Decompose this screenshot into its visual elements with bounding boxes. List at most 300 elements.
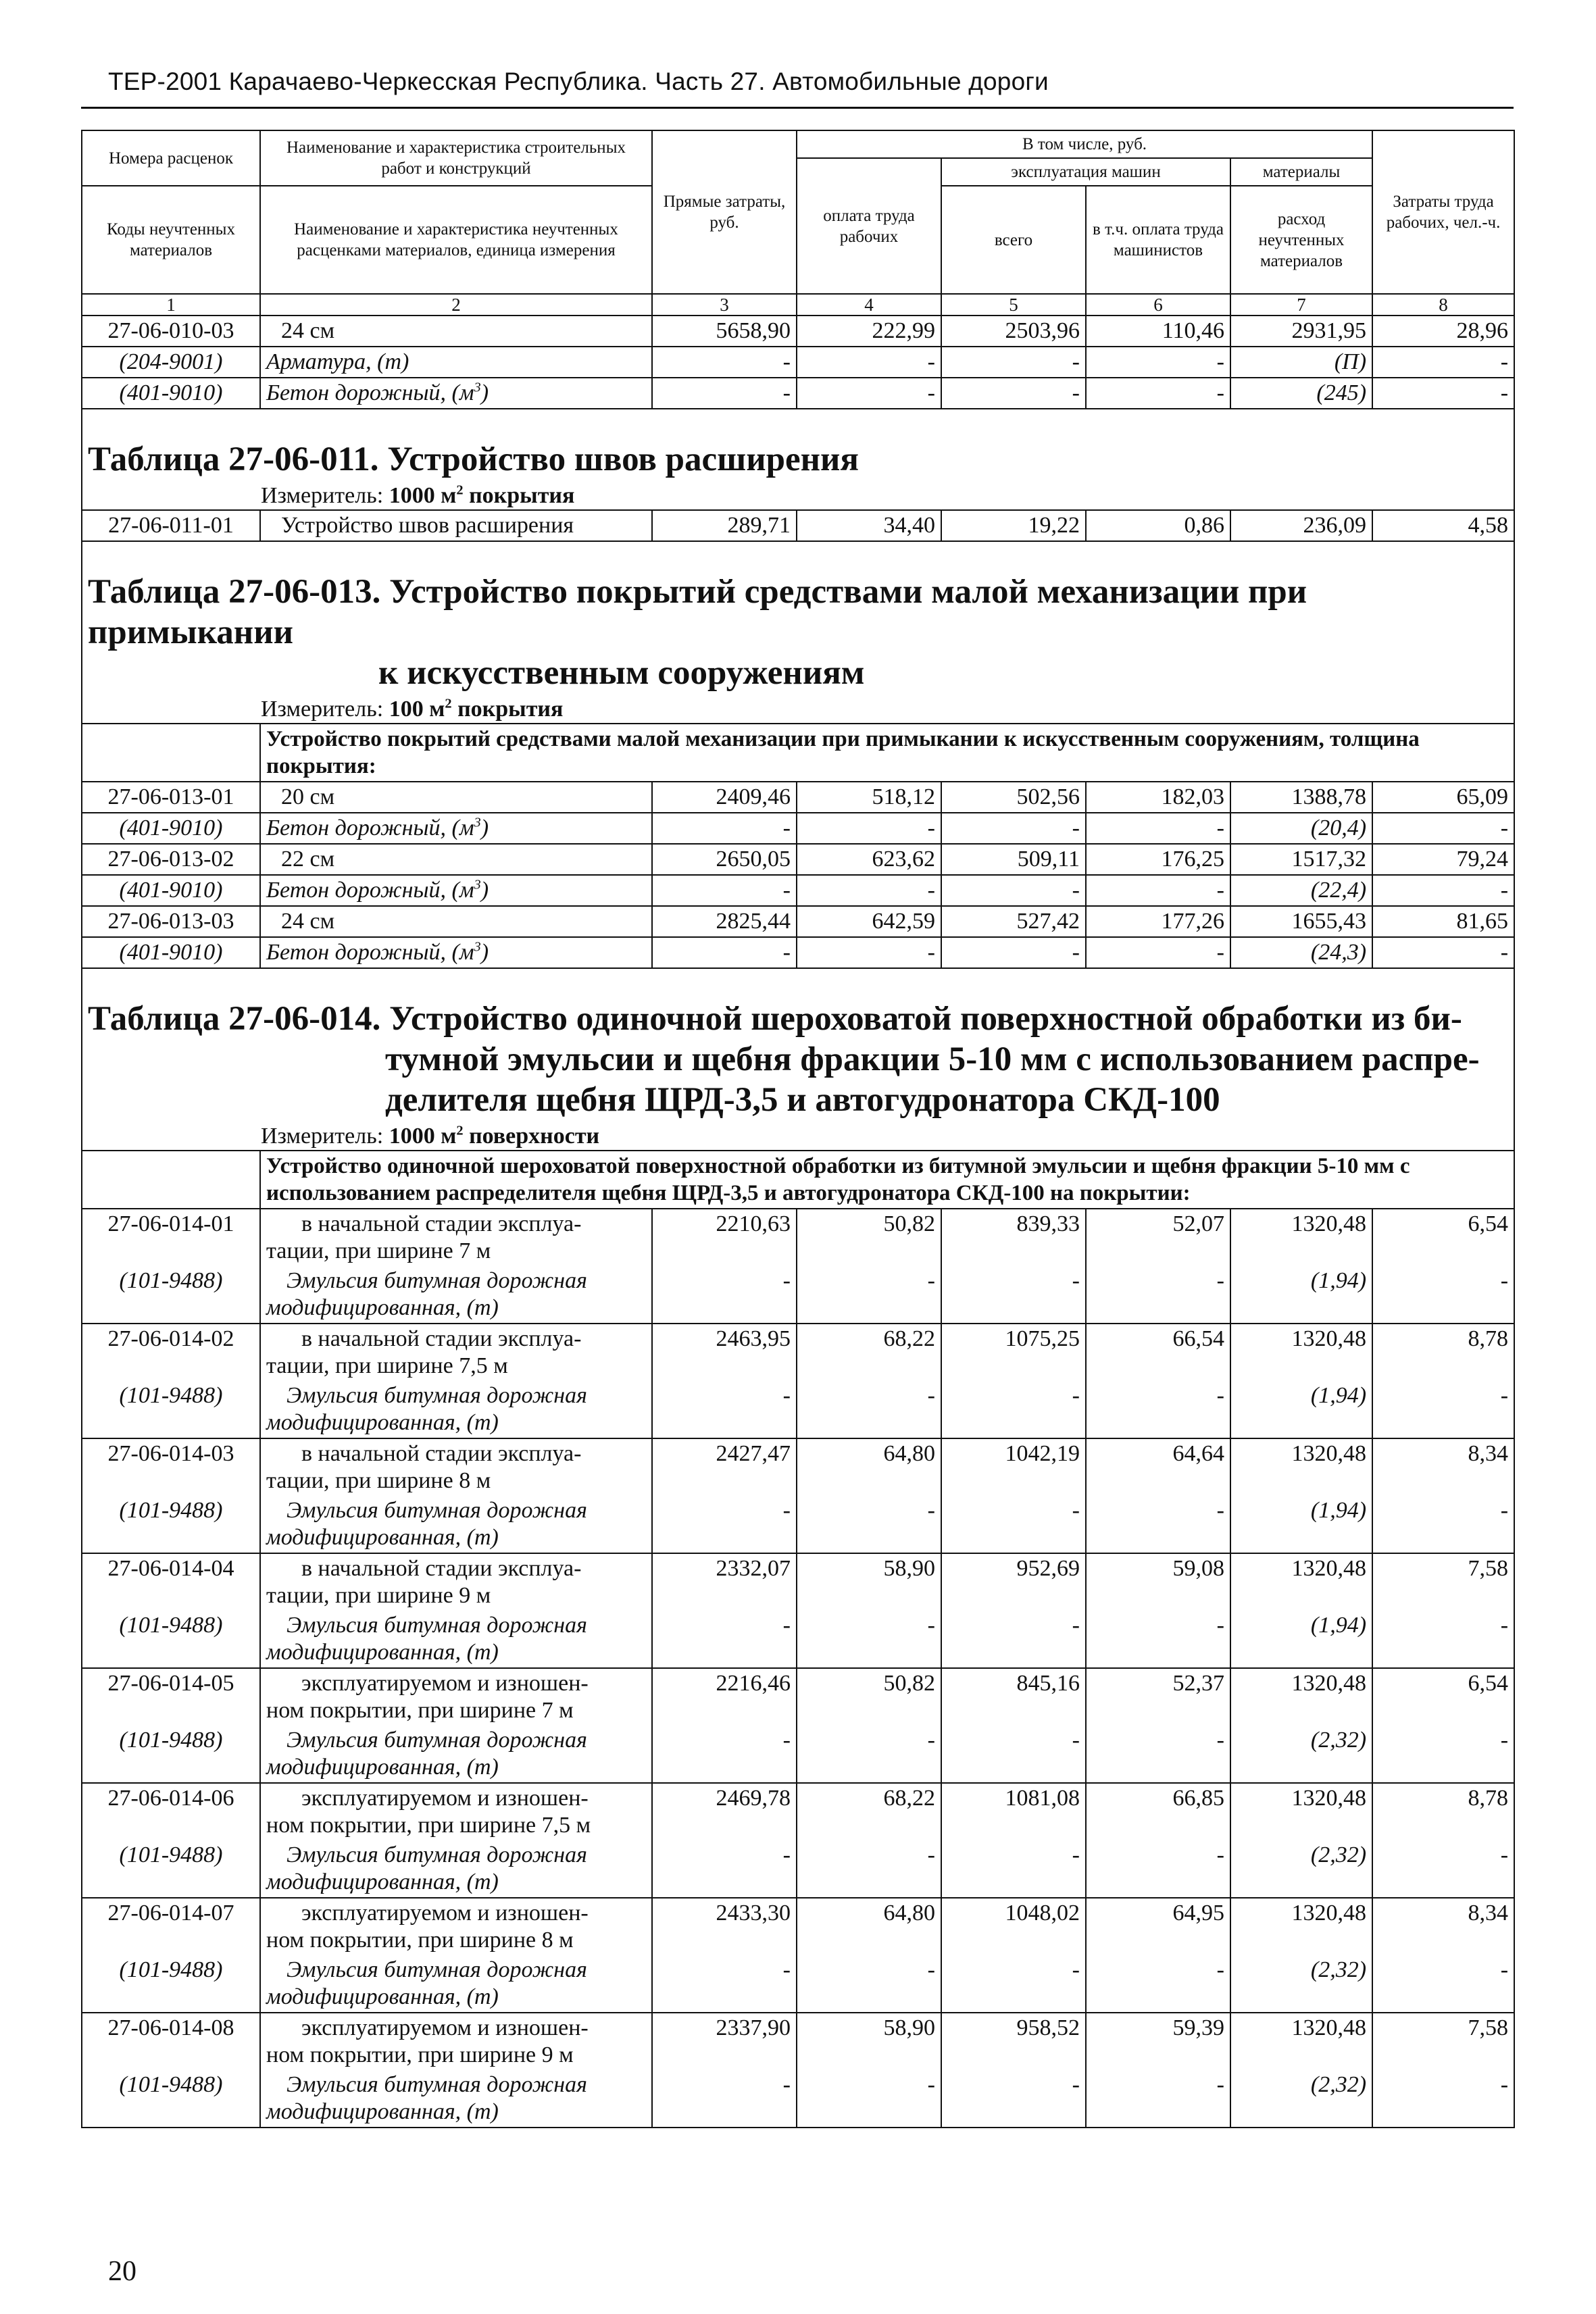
col-header-name: Наименование и характеристика строительных работ и конструкций bbox=[260, 130, 652, 186]
measure-label: Измеритель: bbox=[261, 697, 389, 722]
value-cell: 28,96 bbox=[1372, 316, 1514, 347]
value-cell: - bbox=[1372, 347, 1514, 378]
value-cell: - bbox=[1086, 1266, 1230, 1324]
material-name bbox=[260, 1955, 652, 2013]
work-name bbox=[260, 844, 652, 875]
value-cell: 8,34 bbox=[1372, 1898, 1514, 1955]
col-header-direct: Прямые затраты, руб. bbox=[652, 130, 797, 294]
column-number-row bbox=[82, 294, 1514, 316]
value-cell: 50,82 bbox=[797, 1209, 941, 1266]
material-name-line: Эмульсия битумная дорожная bbox=[286, 1268, 587, 1293]
name-text: 20 см bbox=[281, 784, 335, 809]
col-header-numbers: Номера расценок bbox=[82, 130, 260, 186]
measure-row bbox=[82, 482, 1514, 510]
material-code: (101-9488) bbox=[82, 1266, 260, 1324]
value-cell: 502,56 bbox=[941, 782, 1086, 813]
col-header-name-materials: Наименование и характеристика неучтенных расценками материалов, единица измерения bbox=[260, 186, 652, 294]
value-cell: - bbox=[797, 1840, 941, 1898]
value-cell: - bbox=[797, 347, 941, 378]
table-row bbox=[82, 844, 1514, 875]
value-cell: - bbox=[941, 1840, 1086, 1898]
rates-sheet bbox=[81, 130, 1514, 2128]
value-cell: 509,11 bbox=[941, 844, 1086, 875]
value-cell: 1320,48 bbox=[1230, 1783, 1372, 1840]
measure-label: Измеритель: bbox=[261, 1124, 389, 1149]
value-cell: 2825,44 bbox=[652, 906, 797, 937]
value-cell: - bbox=[652, 937, 797, 968]
group-row bbox=[82, 724, 1514, 782]
measure-object: покрытия bbox=[451, 697, 564, 722]
value-cell: 1320,48 bbox=[1230, 1553, 1372, 1611]
value-cell: - bbox=[797, 1496, 941, 1553]
value-cell: - bbox=[652, 1840, 797, 1898]
value-cell: 1075,25 bbox=[941, 1324, 1086, 1381]
col-header-codes: Коды неучтенных материалов bbox=[82, 186, 260, 294]
table-title-line: Таблица 27-06-011. Устройство швов расширения bbox=[88, 441, 859, 478]
value-cell: 2210,63 bbox=[652, 1209, 797, 1266]
value-cell: 623,62 bbox=[797, 844, 941, 875]
value-cell: 19,22 bbox=[941, 510, 1086, 541]
value-cell: 59,08 bbox=[1086, 1553, 1230, 1611]
table-row bbox=[82, 1438, 1514, 1496]
value-cell: 236,09 bbox=[1230, 510, 1372, 541]
measure-exponent: 2 bbox=[456, 482, 464, 498]
work-name bbox=[260, 1438, 652, 1496]
unit-close: ) bbox=[480, 815, 489, 840]
col-header-machines-labor: в т.ч. оплата труда машинистов bbox=[1086, 186, 1230, 294]
value-cell: (1,94) bbox=[1230, 1611, 1372, 1668]
table-row bbox=[82, 316, 1514, 347]
value-cell: 845,16 bbox=[941, 1668, 1086, 1726]
value-cell: (24,3) bbox=[1230, 937, 1372, 968]
col-num: 2 bbox=[260, 294, 652, 316]
value-cell: - bbox=[1372, 937, 1514, 968]
work-name-line: тации, при ширине 7 м bbox=[266, 1238, 491, 1263]
col-num: 5 bbox=[941, 294, 1086, 316]
measure-value: 1000 м bbox=[389, 1124, 457, 1149]
value-cell: 81,65 bbox=[1372, 906, 1514, 937]
material-name bbox=[260, 1496, 652, 1553]
value-cell: 52,07 bbox=[1086, 1209, 1230, 1266]
value-cell: 2427,47 bbox=[652, 1438, 797, 1496]
rate-code: 27-06-013-01 bbox=[82, 782, 260, 813]
work-name bbox=[260, 510, 652, 541]
value-cell: 2337,90 bbox=[652, 2013, 797, 2070]
table-row bbox=[82, 1209, 1514, 1266]
value-cell: - bbox=[941, 1496, 1086, 1553]
name-text: 22 см bbox=[281, 847, 335, 872]
work-name-line: тации, при ширине 7,5 м bbox=[266, 1353, 508, 1378]
value-cell: 958,52 bbox=[941, 2013, 1086, 2070]
col-num: 8 bbox=[1372, 294, 1514, 316]
table-row bbox=[82, 1955, 1514, 2013]
value-cell: - bbox=[1086, 1726, 1230, 1783]
table-row bbox=[82, 1726, 1514, 1783]
name-text: Арматура, (т) bbox=[266, 349, 409, 374]
value-cell: 5658,90 bbox=[652, 316, 797, 347]
rate-code: 27-06-014-07 bbox=[82, 1898, 260, 1955]
unit-exponent: 3 bbox=[474, 815, 481, 830]
value-cell: 289,71 bbox=[652, 510, 797, 541]
material-name bbox=[260, 1266, 652, 1324]
value-cell: - bbox=[652, 1955, 797, 2013]
work-name-line: эксплуатируемом и изношен- bbox=[301, 2015, 589, 2040]
value-cell: - bbox=[1086, 1611, 1230, 1668]
table-row bbox=[82, 378, 1514, 409]
name-text: 24 см bbox=[281, 318, 335, 343]
value-cell: - bbox=[1372, 1955, 1514, 2013]
measure-unit bbox=[82, 696, 1514, 724]
table-row bbox=[82, 2013, 1514, 2070]
value-cell: 8,78 bbox=[1372, 1783, 1514, 1840]
work-name bbox=[260, 1898, 652, 1955]
value-cell: 7,58 bbox=[1372, 2013, 1514, 2070]
col-num: 3 bbox=[652, 294, 797, 316]
value-cell: - bbox=[941, 813, 1086, 844]
material-code: (204-9001) bbox=[82, 347, 260, 378]
value-cell: 7,58 bbox=[1372, 1553, 1514, 1611]
value-cell: 1320,48 bbox=[1230, 2013, 1372, 2070]
value-cell: - bbox=[941, 1726, 1086, 1783]
value-cell: (245) bbox=[1230, 378, 1372, 409]
value-cell: - bbox=[941, 378, 1086, 409]
spacer-row bbox=[82, 968, 1514, 989]
group-empty-cell bbox=[82, 1151, 260, 1209]
material-code: (401-9010) bbox=[82, 378, 260, 409]
value-cell: 59,39 bbox=[1086, 2013, 1230, 2070]
rate-code: 27-06-014-03 bbox=[82, 1438, 260, 1496]
material-name-line: Эмульсия битумная дорожная bbox=[286, 1498, 587, 1523]
value-cell: 518,12 bbox=[797, 782, 941, 813]
value-cell: 64,80 bbox=[797, 1438, 941, 1496]
value-cell: - bbox=[941, 875, 1086, 906]
work-name bbox=[260, 906, 652, 937]
value-cell: - bbox=[941, 347, 1086, 378]
value-cell: 1320,48 bbox=[1230, 1668, 1372, 1726]
col-header-including: В том числе, руб. bbox=[797, 130, 1372, 158]
material-name-line: модифицированная, (т) bbox=[266, 2099, 499, 2124]
value-cell: - bbox=[1372, 378, 1514, 409]
rate-code: 27-06-014-04 bbox=[82, 1553, 260, 1611]
value-cell: - bbox=[1086, 378, 1230, 409]
value-cell: (2,32) bbox=[1230, 2070, 1372, 2128]
value-cell: - bbox=[941, 2070, 1086, 2128]
value-cell: 2463,95 bbox=[652, 1324, 797, 1381]
work-name-line: тации, при ширине 8 м bbox=[266, 1468, 491, 1493]
value-cell: - bbox=[797, 1266, 941, 1324]
value-cell: 52,37 bbox=[1086, 1668, 1230, 1726]
value-cell: 64,95 bbox=[1086, 1898, 1230, 1955]
value-cell: - bbox=[652, 875, 797, 906]
work-name-line: эксплуатируемом и изношен- bbox=[301, 1901, 589, 1926]
material-code: (401-9010) bbox=[82, 813, 260, 844]
material-name bbox=[260, 2070, 652, 2128]
value-cell: - bbox=[1086, 937, 1230, 968]
measure-exponent: 2 bbox=[456, 1123, 464, 1138]
table-row bbox=[82, 1266, 1514, 1324]
material-name-line: модифицированная, (т) bbox=[266, 1525, 499, 1550]
table-title bbox=[82, 430, 1514, 482]
value-cell: - bbox=[941, 1266, 1086, 1324]
material-name-line: Эмульсия битумная дорожная bbox=[286, 1383, 587, 1408]
material-name bbox=[260, 875, 652, 906]
material-code: (101-9488) bbox=[82, 1496, 260, 1553]
value-cell: (1,94) bbox=[1230, 1266, 1372, 1324]
table-row bbox=[82, 1381, 1514, 1438]
material-code: (401-9010) bbox=[82, 875, 260, 906]
table-title-line: делителя щебня ЩРД-3,5 и автогудронатора СКД-100 bbox=[385, 1081, 1220, 1119]
work-name-line: в начальной стадии эксплуа- bbox=[301, 1211, 582, 1236]
page-number: 20 bbox=[108, 2256, 136, 2287]
rate-code: 27-06-011-01 bbox=[82, 510, 260, 541]
rate-code: 27-06-014-02 bbox=[82, 1324, 260, 1381]
value-cell: 1081,08 bbox=[941, 1783, 1086, 1840]
table-row bbox=[82, 1898, 1514, 1955]
value-cell: 65,09 bbox=[1372, 782, 1514, 813]
value-cell: - bbox=[797, 1611, 941, 1668]
value-cell: - bbox=[1086, 1381, 1230, 1438]
value-cell: - bbox=[1086, 1496, 1230, 1553]
measure-unit bbox=[82, 1123, 1514, 1151]
value-cell: 110,46 bbox=[1086, 316, 1230, 347]
value-cell: - bbox=[1086, 347, 1230, 378]
value-cell: - bbox=[941, 937, 1086, 968]
material-code: (101-9488) bbox=[82, 1726, 260, 1783]
value-cell: 2931,95 bbox=[1230, 316, 1372, 347]
group-description: Устройство покрытий средствами малой механизации при примыкании к искусственным сооружениям, толщина покрытия: bbox=[260, 724, 1514, 782]
group-row bbox=[82, 1151, 1514, 1209]
material-name-line: Эмульсия битумная дорожная bbox=[286, 1613, 587, 1638]
value-cell: 177,26 bbox=[1086, 906, 1230, 937]
material-name-line: модифицированная, (т) bbox=[266, 1640, 499, 1665]
table-row bbox=[82, 1783, 1514, 1840]
name-text: Бетон дорожный, (м bbox=[266, 878, 474, 903]
value-cell: - bbox=[652, 1496, 797, 1553]
value-cell: 64,64 bbox=[1086, 1438, 1230, 1496]
material-code: (101-9488) bbox=[82, 1840, 260, 1898]
measure-row bbox=[82, 696, 1514, 724]
measure-exponent: 2 bbox=[445, 696, 452, 711]
value-cell: (2,32) bbox=[1230, 1726, 1372, 1783]
table-title-line: тумной эмульсии и щебня фракции 5-10 мм с использованием распре- bbox=[385, 1040, 1480, 1078]
rate-code: 27-06-014-06 bbox=[82, 1783, 260, 1840]
value-cell: 68,22 bbox=[797, 1324, 941, 1381]
table-row bbox=[82, 1324, 1514, 1381]
material-name-line: модифицированная, (т) bbox=[266, 1295, 499, 1320]
name-text: Устройство швов расширения bbox=[281, 513, 574, 538]
work-name-line: эксплуатируемом и изношен- bbox=[301, 1671, 589, 1696]
value-cell: - bbox=[1372, 1726, 1514, 1783]
value-cell: 839,33 bbox=[941, 1209, 1086, 1266]
spacer-row bbox=[82, 409, 1514, 430]
value-cell: 50,82 bbox=[797, 1668, 941, 1726]
material-name-line: модифицированная, (т) bbox=[266, 1410, 499, 1435]
group-empty-cell bbox=[82, 724, 260, 782]
rate-code: 27-06-014-01 bbox=[82, 1209, 260, 1266]
measure-value: 1000 м bbox=[389, 483, 457, 508]
table-title-line: Таблица 27-06-013. Устройство покрытий средствами малой механизации при примыкании bbox=[88, 573, 1307, 651]
rate-code: 27-06-010-03 bbox=[82, 316, 260, 347]
col-header-machines: эксплуатация машин bbox=[941, 158, 1230, 186]
material-code: (101-9488) bbox=[82, 1611, 260, 1668]
unit-close: ) bbox=[480, 940, 489, 965]
value-cell: - bbox=[797, 1381, 941, 1438]
col-header-machines-total: всего bbox=[941, 186, 1086, 294]
value-cell: 2332,07 bbox=[652, 1553, 797, 1611]
material-name-line: Эмульсия битумная дорожная bbox=[286, 1957, 587, 1982]
work-name bbox=[260, 2013, 652, 2070]
material-name bbox=[260, 937, 652, 968]
table-title bbox=[82, 562, 1514, 696]
material-code: (401-9010) bbox=[82, 937, 260, 968]
measure-unit bbox=[82, 482, 1514, 510]
table-title-row bbox=[82, 989, 1514, 1123]
value-cell: - bbox=[941, 1381, 1086, 1438]
measure-value: 100 м bbox=[389, 697, 445, 722]
value-cell: - bbox=[652, 1266, 797, 1324]
measure-row bbox=[82, 1123, 1514, 1151]
table-row bbox=[82, 347, 1514, 378]
value-cell: 0,86 bbox=[1086, 510, 1230, 541]
table-title bbox=[82, 989, 1514, 1123]
value-cell: 6,54 bbox=[1372, 1209, 1514, 1266]
work-name-line: ном покрытии, при ширине 7 м bbox=[266, 1698, 574, 1723]
table-title-row bbox=[82, 430, 1514, 482]
value-cell: 68,22 bbox=[797, 1783, 941, 1840]
material-name-line: модифицированная, (т) bbox=[266, 1755, 499, 1780]
value-cell: 1320,48 bbox=[1230, 1438, 1372, 1496]
table-row bbox=[82, 813, 1514, 844]
work-name bbox=[260, 1553, 652, 1611]
value-cell: 6,54 bbox=[1372, 1668, 1514, 1726]
value-cell: 527,42 bbox=[941, 906, 1086, 937]
value-cell: (2,32) bbox=[1230, 1840, 1372, 1898]
value-cell: (П) bbox=[1230, 347, 1372, 378]
table-row bbox=[82, 2070, 1514, 2128]
value-cell: 58,90 bbox=[797, 1553, 941, 1611]
value-cell: - bbox=[1086, 813, 1230, 844]
material-name bbox=[260, 813, 652, 844]
value-cell: - bbox=[1372, 1381, 1514, 1438]
table-row bbox=[82, 875, 1514, 906]
work-name bbox=[260, 782, 652, 813]
name-text: Бетон дорожный, (м bbox=[266, 380, 474, 405]
work-name-line: эксплуатируемом и изношен- bbox=[301, 1786, 589, 1811]
spacer-row bbox=[82, 541, 1514, 562]
value-cell: 2503,96 bbox=[941, 316, 1086, 347]
unit-close: ) bbox=[480, 380, 489, 405]
value-cell: 58,90 bbox=[797, 2013, 941, 2070]
material-name bbox=[260, 1840, 652, 1898]
rates-table bbox=[81, 130, 1515, 2128]
table-row bbox=[82, 906, 1514, 937]
material-name-line: модифицированная, (т) bbox=[266, 1869, 499, 1894]
value-cell: - bbox=[797, 875, 941, 906]
table-title-row bbox=[82, 562, 1514, 696]
value-cell: 34,40 bbox=[797, 510, 941, 541]
header-rule bbox=[81, 107, 1514, 109]
value-cell: - bbox=[797, 937, 941, 968]
work-name-line: ном покрытии, при ширине 7,5 м bbox=[266, 1813, 591, 1838]
value-cell: 1320,48 bbox=[1230, 1324, 1372, 1381]
value-cell: - bbox=[652, 813, 797, 844]
material-code: (101-9488) bbox=[82, 1955, 260, 2013]
value-cell: 176,25 bbox=[1086, 844, 1230, 875]
value-cell: - bbox=[1372, 1496, 1514, 1553]
rate-code: 27-06-013-02 bbox=[82, 844, 260, 875]
table-row bbox=[82, 1668, 1514, 1726]
material-name-line: Эмульсия битумная дорожная bbox=[286, 2072, 587, 2097]
value-cell: 642,59 bbox=[797, 906, 941, 937]
col-header-materials-usage: расход неучтенных материалов bbox=[1230, 186, 1372, 294]
value-cell: - bbox=[941, 1611, 1086, 1668]
value-cell: 1517,32 bbox=[1230, 844, 1372, 875]
col-header-labor-pay: оплата труда рабочих bbox=[797, 158, 941, 294]
measure-label: Измеритель: bbox=[261, 483, 389, 508]
value-cell: 1655,43 bbox=[1230, 906, 1372, 937]
value-cell: - bbox=[652, 1381, 797, 1438]
value-cell: 66,54 bbox=[1086, 1324, 1230, 1381]
value-cell: (20,4) bbox=[1230, 813, 1372, 844]
value-cell: (22,4) bbox=[1230, 875, 1372, 906]
value-cell: - bbox=[652, 378, 797, 409]
material-name-line: модифицированная, (т) bbox=[266, 1984, 499, 2009]
value-cell: 2469,78 bbox=[652, 1783, 797, 1840]
measure-object: покрытия bbox=[463, 483, 575, 508]
name-text: Бетон дорожный, (м bbox=[266, 940, 474, 965]
table-title-line: к искусственным сооружениям bbox=[378, 654, 865, 692]
value-cell: - bbox=[797, 1726, 941, 1783]
measure-object: поверхности bbox=[463, 1124, 600, 1149]
unit-exponent: 3 bbox=[474, 380, 481, 395]
material-name bbox=[260, 1611, 652, 1668]
material-code: (101-9488) bbox=[82, 1381, 260, 1438]
work-name-line: ном покрытии, при ширине 8 м bbox=[266, 1928, 574, 1953]
value-cell: 1320,48 bbox=[1230, 1209, 1372, 1266]
value-cell: - bbox=[652, 1611, 797, 1668]
table-row bbox=[82, 937, 1514, 968]
value-cell: 952,69 bbox=[941, 1553, 1086, 1611]
value-cell: 182,03 bbox=[1086, 782, 1230, 813]
value-cell: (1,94) bbox=[1230, 1381, 1372, 1438]
table-row bbox=[82, 1611, 1514, 1668]
work-name-line: тации, при ширине 9 м bbox=[266, 1583, 491, 1608]
value-cell: - bbox=[1372, 2070, 1514, 2128]
material-name bbox=[260, 378, 652, 409]
value-cell: - bbox=[1372, 875, 1514, 906]
value-cell: - bbox=[797, 1955, 941, 2013]
value-cell: - bbox=[1372, 1611, 1514, 1668]
value-cell: - bbox=[797, 378, 941, 409]
material-name-line: Эмульсия битумная дорожная bbox=[286, 1728, 587, 1753]
work-name-line: в начальной стадии эксплуа- bbox=[301, 1326, 582, 1351]
work-name bbox=[260, 1783, 652, 1840]
value-cell: 2409,46 bbox=[652, 782, 797, 813]
work-name-line: ном покрытии, при ширине 9 м bbox=[266, 2042, 574, 2067]
value-cell: (2,32) bbox=[1230, 1955, 1372, 2013]
name-text: Бетон дорожный, (м bbox=[266, 815, 474, 840]
table-row bbox=[82, 1496, 1514, 1553]
table-row bbox=[82, 1840, 1514, 1898]
value-cell: - bbox=[1086, 875, 1230, 906]
table-row bbox=[82, 782, 1514, 813]
material-name bbox=[260, 1381, 652, 1438]
material-name-line: Эмульсия битумная дорожная bbox=[286, 1842, 587, 1867]
name-text: 24 см bbox=[281, 909, 335, 934]
work-name bbox=[260, 1209, 652, 1266]
value-cell: - bbox=[1086, 1840, 1230, 1898]
value-cell: - bbox=[1086, 1955, 1230, 2013]
